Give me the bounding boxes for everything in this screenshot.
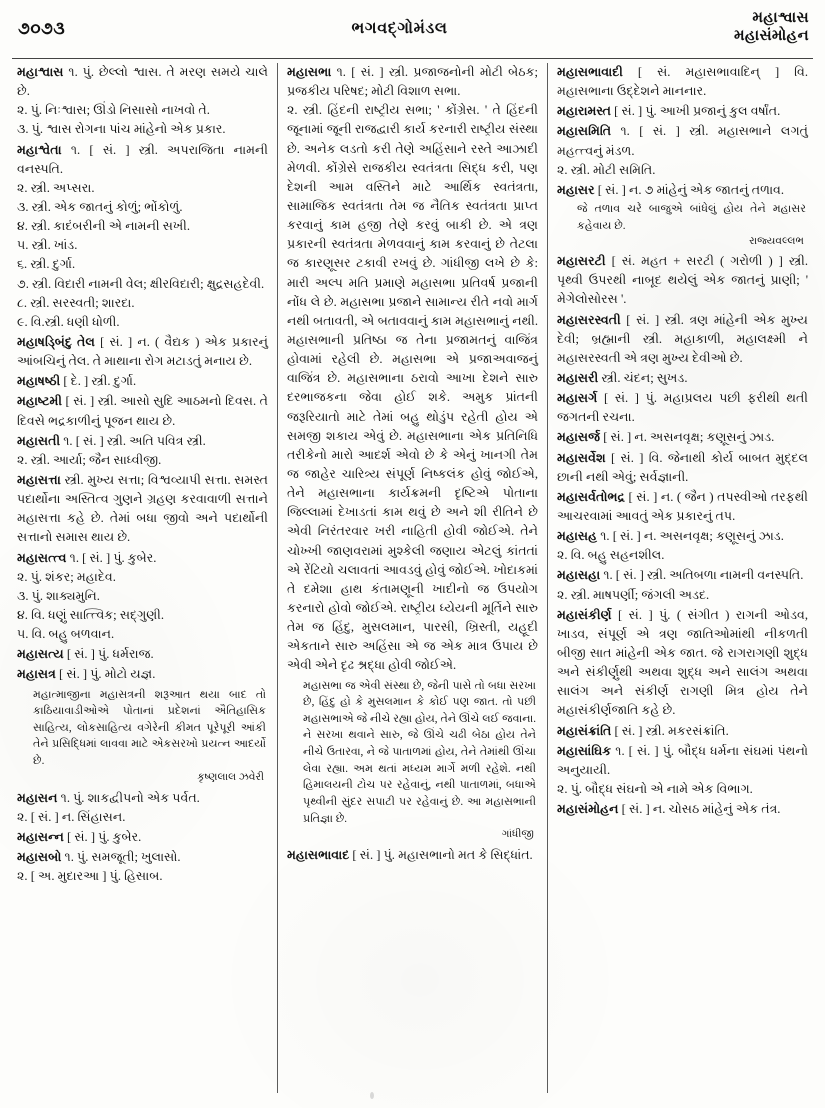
dictionary-entry <box>287 63 538 845</box>
dictionary-entry <box>17 848 268 886</box>
header-rule <box>12 58 813 59</box>
illustrative-quotation <box>287 676 538 846</box>
entry-sense-line: ૨. સ્ત્રી. મોટી સમિતિ. <box>557 162 656 177</box>
headword: મહાસભા <box>287 65 332 79</box>
entry-headword-line: મહાષ્ટમી [ સં. ] સ્ત્રી. આસો સુદિ આઠમનો દિવસ. તે દિવસે ભદ્રકાળીનું પૂજન થાય છે. <box>17 394 268 428</box>
dictionary-entry <box>557 566 808 604</box>
dictionary-entry <box>557 488 808 526</box>
citation-attribution: રાજ્યવલ્લભ <box>749 236 804 248</box>
entry-headword-line: મહાસમિતિ ૧. [ સં. ] સ્ત્રી. મહાસભાને લગતું મહત્ત્વનું મંડળ. <box>557 124 808 158</box>
dictionary-entry <box>17 333 268 371</box>
dictionary-entry <box>287 846 538 865</box>
dictionary-entry <box>17 432 268 470</box>
dictionary-entry <box>557 742 808 799</box>
dictionary-entry <box>557 800 808 819</box>
folio-number: ૭૦૭૩ <box>18 19 66 38</box>
entry-headword-line: મહાસત્ત્વ ૧. [ સં. ] પું. કુબેર. <box>17 550 157 565</box>
dictionary-entry <box>557 181 808 251</box>
entry-headword-line: મહાસંમોહન [ સં. ] ન. ચોસઠ માંહેનું એક તંત્ર. <box>557 802 781 817</box>
entry-headword-line: મહાસરી સ્ત્રી. ચંદન; સુખડ. <box>557 371 688 385</box>
headword: મહાસરટી <box>557 254 606 269</box>
entry-headword-line: મહાસંકીર્ણ [ સં. ] પું. ( સંગીત ) રાગની ઓડવ, ખાડવ, સંપૂર્ણ એ ત્રણ જાતિઓમાંથી નીકળતી બીજી સાત માંહેની એક જાત. જે રાગરાગણી શુદ્ધ અને સંકીર્ણુથી અથવા શુદ્ધ અને સાલંગ અથવા સાલંગ અને સંકીર્ણ રાગણી મિત્ર હોય તેને મહાસંકીર્ણજાતિ કહે છે. <box>557 607 808 718</box>
entry-headword-line: મહાસર્વતોભદ્ર [ સં. ] ન. ( જૈન ) તપસ્વીઓ તરફથી આચરવામાં આવતું એક પ્રકારનું તપ. <box>557 489 808 523</box>
entry-sense-line: ૪. સ્ત્રી. કાદંબરીની એ નામની સખી. <box>17 219 191 234</box>
entry-headword-line: મહાસર્ગ [ સં. ] પું. મહાપ્રલય પછી ફરીથી થતી જગતની રચના. <box>557 391 808 425</box>
headword: મહારામસ્ત <box>557 104 612 119</box>
dictionary-entry <box>557 428 808 447</box>
entry-headword-line: મહાસતી ૧. [ સં. ] સ્ત્રી. અતિ પવિત્ર સ્ત્રી. <box>17 433 206 448</box>
headword: મહાસત્ત્વ <box>17 550 67 565</box>
dictionary-entry <box>557 63 808 101</box>
headword: મહાસંક્રાંતિ <box>557 723 612 738</box>
headword: મહાષ્ટમી <box>17 394 63 409</box>
headword: મહાસરસ્વતી <box>557 312 621 327</box>
entry-sense-line: ૯. વિ.સ્ત્રી. ધણી ધોળી. <box>17 314 120 329</box>
text-column-3 <box>552 63 813 1093</box>
dictionary-entry <box>17 828 268 847</box>
entry-headword-line: મહાસન્ન [ સં. ] પું. કુબેર. <box>17 829 142 844</box>
entry-headword-line: મહાસર [ સં. ] ન. ૭ માંહેનું એક જાતનું તળાવ. <box>557 182 785 197</box>
dictionary-entry <box>17 63 268 140</box>
entry-sense-line: ૨. સ્ત્રી. આર્યા; જૈન સાધ્વીજી. <box>17 452 162 467</box>
entry-headword-line: મહાસત્ર [ સં. ] પું. મોટો યજ્ઞ. <box>17 667 156 682</box>
headword: મહાસત્ર <box>17 667 56 682</box>
entry-headword-line: મહાસત્તા સ્ત્રી. મુખ્ય સત્તા; વિશ્વવ્યાપી સત્તા. સમસ્ત પદાર્થોના અસ્તિત્વ ગુણને ગ્રહણ કરવાવાળી સત્તાને મહાસત્તા કહે છે. તેમાં બધા જીવો અને પદાર્થોની સત્તાનો સમાસ થાય છે. <box>17 472 268 545</box>
headword: મહાસર્વતોભદ્ર <box>557 489 625 504</box>
dictionary-entry <box>557 102 808 121</box>
headword: મહાસહ <box>557 529 598 544</box>
book-title: ભગવદ્ગોમંડલ <box>351 20 448 37</box>
headword: મહાસતી <box>17 433 61 448</box>
entry-sense-line: ૨. વિ. બહુ સહનશીલ. <box>557 548 665 563</box>
headword: મહાસર <box>557 182 595 197</box>
entry-sense-line: ૨. પું. નિઃશ્વાસ; ઊંડો નિસાસો નાખવો તે. <box>17 103 210 118</box>
entry-headword-line: મહાસબો ૧. પું. સમજૂતી; ખુલાસો. <box>17 850 181 865</box>
entry-sense-line: ૩. પું. શ્વાસ રોગના પાંચ માંહેનો એક પ્રકાર. <box>17 122 226 137</box>
headword: મહાસત્તા <box>17 472 61 487</box>
entry-headword-line: મહાસરસ્વતી [ સં. ] સ્ત્રી. ત્રણ માંહેની એક મુખ્ય દેવી; બ્રહ્માની સ્ત્રી. મહાકાળી, મહાલક્ષ્મી ને મહાસરસ્વતી એ ત્રણ મુખ્ય દેવીઓ છે. <box>557 312 808 365</box>
dictionary-entry <box>17 471 268 548</box>
entry-headword-line: મહાષડ્બિંદુ તેલ [ સં. ] ન. ( વૈદ્યક ) એક પ્રકારનું આંબચિનું તેલ. તે માથાના રોગ મટાડતું મનાય છે. <box>17 334 268 369</box>
dictionary-entry <box>17 789 268 827</box>
column-divider-2 <box>547 63 548 1093</box>
entry-headword-line: મહાસભાવાદ [ સં. ] પું. મહાસભાનો મત કે સિદ્ધાંત. <box>287 848 533 863</box>
dictionary-entry <box>557 252 808 309</box>
entry-headword-line: મહાસર્વેશ [ સં. ] વિ. જેનાથી કોર્ય બાબત મુદ્દલ છાની નથી એવું; સર્વજ્ઞાની. <box>557 450 808 484</box>
dictionary-entry <box>17 392 268 430</box>
dictionary-entry <box>17 549 268 645</box>
entry-sense-line: ૨. સ્ત્રી. હિંદની રાષ્ટ્રીય સભા; ' કોંગ્રેસ. ' તે હિંદની જૂનામાં જૂની રાજદ્વારી કાર્ય કરનારી રાષ્ટ્રીય સંસ્થા છે. અનેક લડતો કરી તેણે અહિંસાને રસ્તે આઝાદી મેળવી. કોંગ્રેસે રાજકીય સ્વતંત્રતા સિદ્ધ કરી, પણ દેશની આમ વસ્તિને માટે આર્થિક સ્વતંત્રતા, સામાજિક સ્વતંત્રતા તેમ જ નૈતિક સ્વતંત્રતા પ્રાપ્ત કરવાનું કામ હજી તેણે કરવું બાકી છે. એ ત્રણ પ્રકારની સ્વતંત્રતા મેળવવાનું કામ કરવાનું છે તેટલા જ કારણૂસર ટકાવી રખવું છે. ગાંધીજી લખે છે કે: મારી અલ્પ મતિ પ્રમાણે મહાસભા પ્રતિવર્ષ પ્રજાની નોંધ લે છે. મહાસભા પ્રજાને સામાન્ય રીતે નવો માર્ગ નથી બતાવતી, એ બતાવવાનું કામ મહાસભાનું નથી. મહાસભાની પ્રતિષ્ઠા જ તેના પ્રજામતનું વાજિંત્ર હોવામાં રહેલી છે. મહાસભા એ પ્રજાઅવાજનું વાજિંત્ર છે. મહાસભાના ઠરાવો આખા દેશને સારુ દરભાજકના જેવા હોઈ શકે. અમુક પ્રાંતની જરૂરિયાતો માટે તેમાં બહુ થોડુંપ રહેતી હોય એ સમજી શકાય એવું છે. મહાસભાના એક પ્રતિનિધિ તરીકેનો મારો આદર્શ એવો છે કે એનું ખાનગી તેમ જ જાહેર ચારિત્ર્ય સંપૂર્ણ નિષ્કલંક હોવું જોઈએ, તેને મહાસભાના કાર્યક્રમની દૃષ્ટિએ પોતાના જિલ્લામાં દેખાડતાં કામ થવું છે અને શી રીતિને છે એવી નિરંતરવાર ખરી નાહિતી હોવી જોઈએ. તેને ચોખ્ખી જાણવરામાં મુશ્કેલી જણાય એટલું કાંતતાં એ રેંટિયો ચલાવતાં આવડવું હોવું જોઈએ. ખોદાકમાં તે દમેશા હાથ કંતામણૂની ખાદીનો જ ઉપયોગ કરનારો હોવો જોઈએ. રાષ્ટ્રીય ધ્યેયની મૂર્તિને સારુ તેમ જ હિંદુ, મુસલમાન, પારસી, ખ્રિસ્તી, યહૂદી એકતાને સારુ અહિંસા એ જ એક માત્ર ઉપાય છે એવી એને દૃઢ શ્રદ્ધા હોવી જોઈએ. <box>287 103 538 673</box>
dictionary-entry <box>17 665 268 787</box>
quotation-text: મહાસભા જ એવી સંસ્થા છે, જેની પાસે તો બધા સરખા છે, હિંદુ હો કે મુસલમાન કે કોઈ પણ જાત. તો પછી મહાસભાએ જે નીચે રહ્યા હોય, તેને ઊંચે લઈ જવાના. ને સરખા થવાને સારુ, જે ઊંચે ચઢી બેઠા હોય તેને નીચે ઉતારવા, ને જે પાતાળમાં હોય, તેને તેમાંથી ઊંચા લેવા રહ્યા. અમ થતાં મધ્યમ માર્ગે મળી રહેશે. નથી હિમાલયની ટોચ પર રહેવાનું, નથી પાતાળમાં, બધાએ પૃથ્વીની સુંદર સપાટી પર રહેવાનું છે. આ મહાસભાની પ્રતિજ્ઞા છે. <box>303 679 536 825</box>
headword: મહાશ્વાસ <box>17 65 64 79</box>
headword: મહાસંમોહન <box>557 802 619 817</box>
entry-headword-line: મહાશ્વેતા ૧. [ સં. ] સ્ત્રી. અપરાજિતા નામની વનસ્પતિ. <box>17 142 268 176</box>
entry-headword-line: મહાસર્જ [ સં. ] ન. અસનવૃક્ષ; કણૂસનું ઝાડ. <box>557 430 775 445</box>
dictionary-entry <box>557 122 808 179</box>
headword: મહાસબો <box>17 850 62 865</box>
entry-headword-line: મહાસન ૧. પું. શાકદ્વીપનો એક પર્વત. <box>17 790 200 805</box>
entry-sense-line: ૩. સ્ત્રી. એક જાતનું કોળું; ભોંકોળું. <box>17 199 183 214</box>
entry-sense-line: ૫. સ્ત્રી. ખાંડ. <box>17 238 78 253</box>
entry-sense-line: ૮. સ્ત્રી. સરસ્વતી; શારદા. <box>17 295 135 310</box>
entry-headword-line: મહાસરટી [ સં. મહત + સરટી ( ગરોળી ) ] સ્ત્રી. પૃથ્વી ઉપરથી નાબૂદ થયેલું એક જાતનું પ્રાણી; ' મેગેલોસોરસ '. <box>557 254 808 307</box>
entry-headword-line: મહાસભાવાદી [ સં. મહાસભાવાદિન્ ] વિ. મહાસભાના ઉદ્દેશને માનનાર. <box>557 65 808 99</box>
dictionary-entry <box>557 527 808 565</box>
text-column-1 <box>12 63 273 1093</box>
entry-headword-line: મહાષષ્ઠી [ દે. ] સ્ત્રી. દુર્ગા. <box>17 374 137 389</box>
entry-sense-line: ૬. સ્ત્રી. દુર્ગા. <box>17 257 76 272</box>
running-head <box>12 10 813 56</box>
entry-headword-line: મહાશ્વાસ ૧. પું. છેલ્લો શ્વાસ. તે મરણ સમયે ચાલે છે. <box>17 65 268 99</box>
entry-sense-line: ૨. પું. બૌદ્ધ સંઘનો એ નામે એક વિભાગ. <box>557 781 753 796</box>
quotation-attribution: ગાંધીજી <box>501 829 534 841</box>
entry-sense-line: ૩. પું. શાક્યમુનિ. <box>17 588 100 603</box>
column-container <box>12 63 813 1093</box>
headword: મહાસભાવાદી <box>557 65 623 79</box>
dictionary-entry <box>17 141 268 332</box>
entry-headword-line: મહાસાંઘિક ૧. [ સં. ] પું. બૌદ્ધ ધર્મના સંઘમાં પંથનો અનુયાયી. <box>557 743 808 777</box>
guide-word-last: મહાસંમોહન <box>733 27 809 44</box>
headword: મહાષડ્બિંદુ તેલ <box>17 334 95 349</box>
headword: મહાસાંઘિક <box>557 743 612 758</box>
entry-headword-line: મહાસભા ૧. [ સં. ] સ્ત્રી. પ્રજાજનોની મોટી બેઠક; પ્રજકીય પરિષદ; મોટી વિશાળ સભા. <box>287 65 538 99</box>
headword: મહાસર્વેશ <box>557 450 606 465</box>
citation-text: જે તળાવ ચરે બાજુએ બાંધેલું હોય તેને મહાસર કહેવાય છે. <box>577 202 806 232</box>
entry-sense-line: ૭. સ્ત્રી. વિદારી નામની વેલ; ક્ષીરવિદારી; ક્ષુદ્રસહદેવી. <box>17 276 265 291</box>
headword: મહાસન <box>17 790 58 805</box>
dictionary-entry <box>17 372 268 391</box>
illustrative-quotation <box>17 685 268 788</box>
headword: મહાસર્જ <box>557 430 601 445</box>
dictionary-entry <box>557 722 808 741</box>
entry-sense-line: ૨. સ્ત્રી. માષપર્ણી; જંગલી અડદ. <box>557 587 710 602</box>
entry-headword-line: મહાસહા ૧. [ સં. ] સ્ત્રી. અતિબળા નામની વનસ્પતિ. <box>557 568 804 583</box>
text-column-2 <box>282 63 543 1093</box>
entry-sense-line: ૪. વિ. ધણું સાત્ત્વિક; સદ્‌ગુણી. <box>17 607 164 622</box>
dictionary-entry <box>17 645 268 664</box>
guide-word-first: મહાશ્વાસ <box>752 10 809 26</box>
entry-sense-line: ૨. પું. શંકર; મહાદેવ. <box>17 569 116 584</box>
quotation-attribution: કૃષ્ણલાલ ઝવેરી <box>197 771 264 783</box>
headword: મહાસહા <box>557 568 601 583</box>
source-citation <box>557 200 808 251</box>
guide-words <box>734 10 813 45</box>
headword: મહાસર્ગ <box>557 391 598 406</box>
quotation-text: મહાત્માજીના મહાસત્રની શરૂઆત થયા બાદ તો કાઠિયાવાડીઓએ પોતાનાં પ્રદેશનાં ઐતિહાસિક સાહિત્ય, લોકસાહિત્ય વગેરેની કીમત પૂરેપૂરી આંકી તેને પ્રસિદ્ધિમાં લાવવા માટે એકસરખો પ્રયત્ન આદર્યો છે. <box>33 688 266 768</box>
headword: મહાષષ્ઠી <box>17 374 61 389</box>
entry-sense-line: ૫. વિ. બહુ બળવાન. <box>17 627 115 642</box>
dictionary-entry <box>557 389 808 427</box>
dictionary-entry <box>557 606 808 721</box>
entry-sense-line: ૨. સ્ત્રી. અપ્સરા. <box>17 180 95 195</box>
entry-sense-line: ૨. [ અ. મુદારઆ ] પું. હિસાબ. <box>17 869 163 884</box>
column-divider-1 <box>277 63 278 1093</box>
entry-headword-line: મહાસંક્રાંતિ [ સં. ] સ્ત્રી. મકરસંક્રાંતિ. <box>557 723 729 738</box>
entry-headword-line: મહાસહ ૧. [ સં. ] ન. અસનવૃક્ષ; કણૂસનું ઝાડ. <box>557 529 784 544</box>
headword: મહાસરી <box>557 371 599 385</box>
headword: મહાસભાવાદ <box>287 848 350 863</box>
scan-speck <box>370 1092 374 1099</box>
headword: મહાશ્વેતા <box>17 142 62 157</box>
headword: મહાસત્ય <box>17 647 64 662</box>
entry-headword-line: મહારામસ્ત [ સં. ] પું. આખી પ્રજાનું કુલ વર્ષાંત. <box>557 104 781 119</box>
headword: મહાસન્ન <box>17 829 64 844</box>
dictionary-entry <box>557 449 808 487</box>
dictionary-entry <box>557 369 808 388</box>
entry-sense-line: ૨. [ સં. ] ન. સિંહાસન. <box>17 809 126 824</box>
headword: મહાસમિતિ <box>557 124 612 139</box>
dictionary-entry <box>557 311 808 368</box>
headword: મહાસંકીર્ણ <box>557 607 612 622</box>
entry-headword-line: મહાસત્ય [ સં. ] પું. ધર્મરાજ. <box>17 647 154 662</box>
